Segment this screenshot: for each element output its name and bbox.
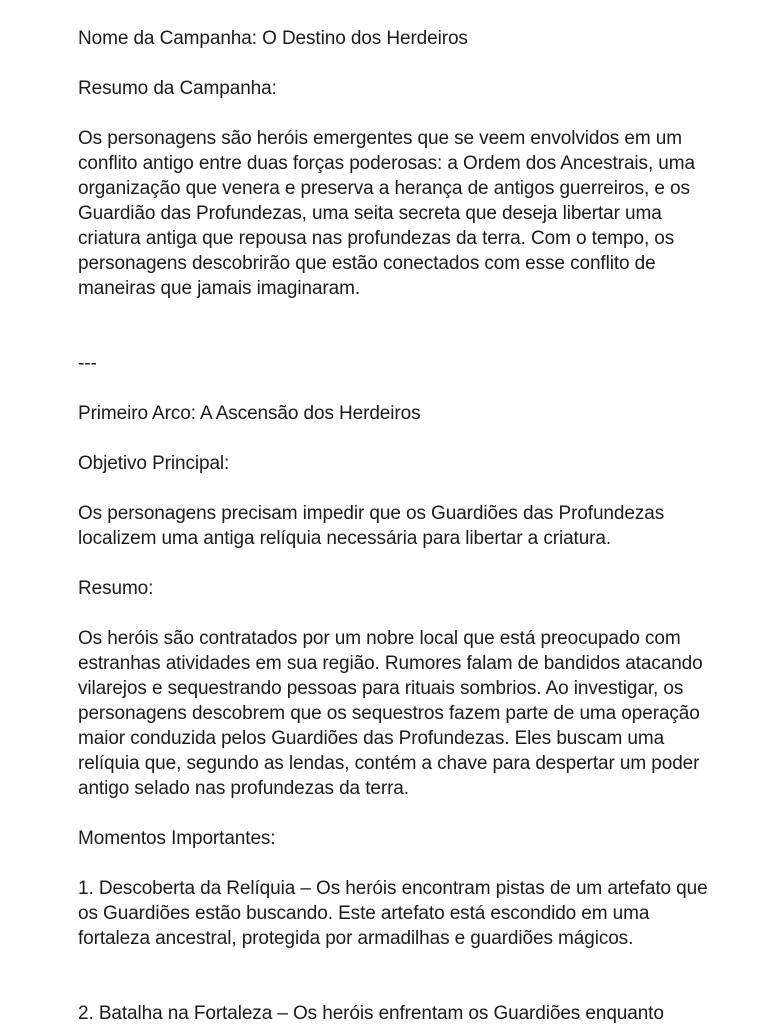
arc1-objective-heading: Objetivo Principal: — [78, 453, 230, 474]
spacer — [78, 426, 748, 451]
spacer — [78, 601, 748, 626]
spacer — [78, 51, 748, 76]
spacer — [78, 801, 748, 826]
spacer — [78, 851, 748, 876]
campaign-summary-text: Os personagens são heróis emergentes que se veem envolvidos em um conflito antigo entre duas forças poderosas: a Ordem dos Ancestrais, uma organização que venera e preserva a herança de antigos guerreiros, e os Guardião das Profundezas, uma seita secreta que deseja libertar uma criatura antiga que repousa nas profundezas da terra. Com o tempo, os personagens descobrirão que estão conectados com esse conflito de maneiras que jamais imaginaram. — [78, 128, 695, 299]
moment-item-2: 2. Batalha na Fortaleza – Os heróis enfrentam os Guardiões enquanto — [78, 1003, 664, 1024]
spacer — [78, 376, 748, 401]
moment-item-1: 1. Descoberta da Relíquia – Os heróis encontram pistas de um artefato que os Guardiões estão buscando. Este artefato está escondido em uma fortaleza ancestral, protegida por armadilhas e guardiões mágicos. — [78, 878, 708, 949]
arc1-moments-heading: Momentos Importantes: — [78, 828, 276, 849]
spacer — [78, 101, 748, 126]
campaign-name: Nome da Campanha: O Destino dos Herdeiros — [78, 28, 468, 49]
spacer — [78, 476, 748, 501]
campaign-summary-heading: Resumo da Campanha: — [78, 78, 277, 99]
arc1-objective-text: Os personagens precisam impedir que os Guardiões das Profundezas localizem uma antiga relíquia necessária para libertar a criatura. — [78, 503, 665, 549]
arc1-summary-heading: Resumo: — [78, 578, 154, 599]
spacer — [78, 551, 748, 576]
arc1-summary-text: Os heróis são contratados por um nobre local que está preocupado com estranhas atividades em sua região. Rumores falam de bandidos atacando vilarejos e sequestrando pessoas para rituais sombrios. Ao investigar, os personagens descobrem que os sequestros fazem parte de uma operação maior conduzida pelos Guardiões das Profundezas. Eles buscam uma relíquia que, segundo as lendas, contém a chave para despertar um poder antigo selado nas profundezas da terra. — [78, 628, 703, 799]
spacer — [78, 301, 748, 351]
arc1-title: Primeiro Arco: A Ascensão dos Herdeiros — [78, 403, 421, 424]
section-separator: --- — [78, 353, 97, 374]
spacer — [78, 951, 748, 1001]
